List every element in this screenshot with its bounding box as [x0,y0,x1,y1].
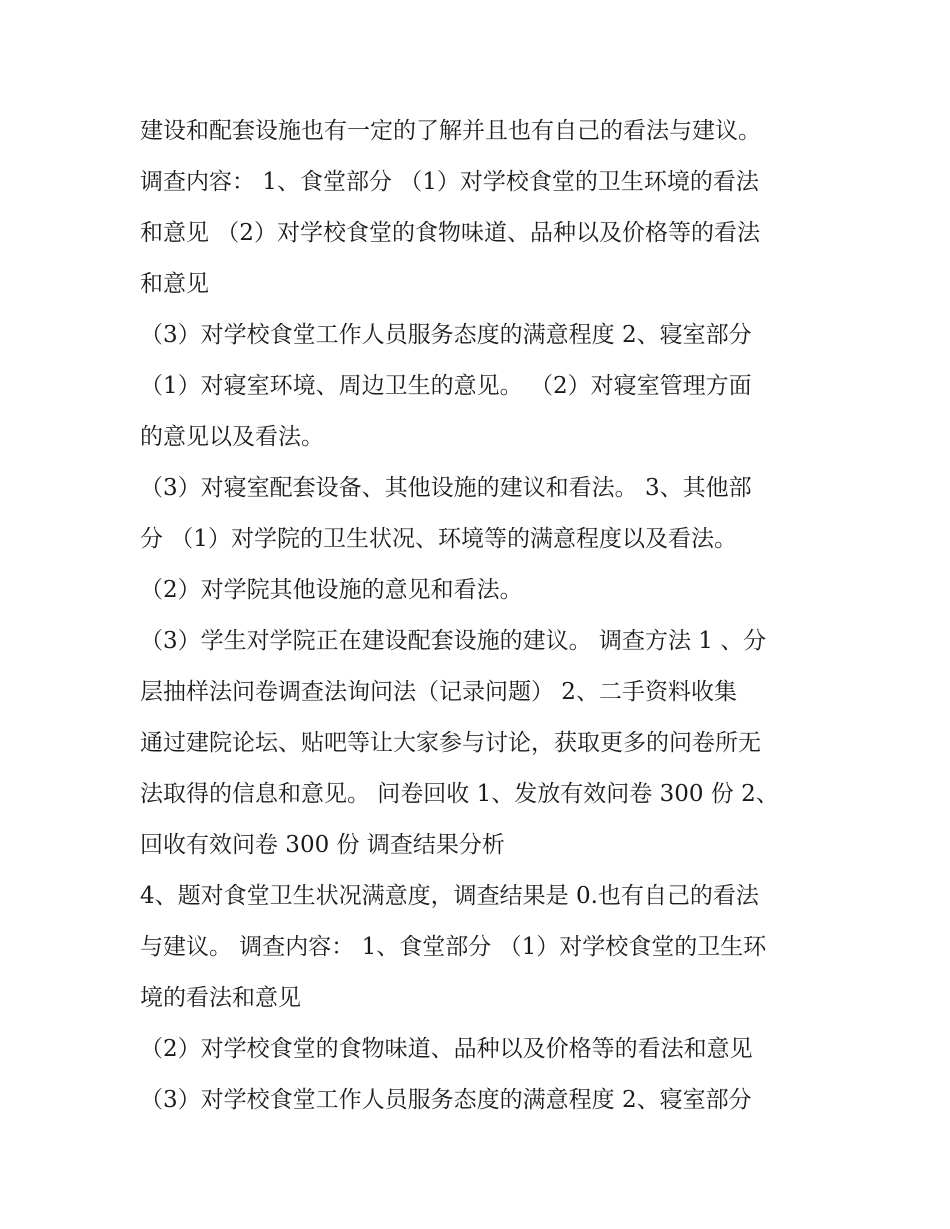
text-line-16: 4、题对食堂卫生状况满意度，调查结果是 0.也有自己的看法 [140,883,759,909]
text-line-13: 通过建院论坛、贴吧等让大家参与讨论，获取更多的问卷所无 [140,730,761,756]
text-line-7: 的意见以及看法。 [140,424,324,450]
text-line-8: （3）对寝室配套设备、其他设施的建议和看法。 3、其他部 [140,475,752,501]
text-line-11: （3）学生对学院正在建设配套设施的建议。 调查方法 1 、分 [140,628,767,654]
text-line-12: 层抽样法问卷调查法询问法（记录问题） 2、二手资料收集 [140,679,737,705]
text-line-14: 法取得的信息和意见。 问卷回收 1、发放有效问卷 300 份 2、 [140,781,779,807]
text-line-9: 分 （1）对学院的卫生状况、环境等的满意程度以及看法。 [140,526,737,552]
text-line-4: 和意见 [140,271,209,297]
text-line-5: （3）对学校食堂工作人员服务态度的满意程度 2、寝室部分 [140,322,752,348]
text-line-6: （1）对寝室环境、周边卫生的意见。 （2）对寝室管理方面 [140,373,752,399]
text-line-18: 境的看法和意见 [140,985,301,1011]
body-text [140,106,830,1126]
text-line-10: （2）对学院其他设施的意见和看法。 [140,577,523,603]
text-line-3: 和意见 （2）对学校食堂的食物味道、品种以及价格等的看法 [140,220,760,246]
text-line-2: 调查内容： 1、食堂部分 （1）对学校食堂的卫生环境的看法 [140,169,759,195]
text-line-17: 与建议。 调查内容： 1、食堂部分 （1）对学校食堂的卫生环 [140,934,767,960]
text-line-1: 建设和配套设施也有一定的了解并且也有自己的看法与建议。 [140,118,761,144]
text-line-20: （3）对学校食堂工作人员服务态度的满意程度 2、寝室部分 [140,1087,752,1113]
text-line-15: 回收有效问卷 300 份 调查结果分析 [140,832,505,858]
text-line-19: （2）对学校食堂的食物味道、品种以及价格等的看法和意见 [140,1036,753,1062]
